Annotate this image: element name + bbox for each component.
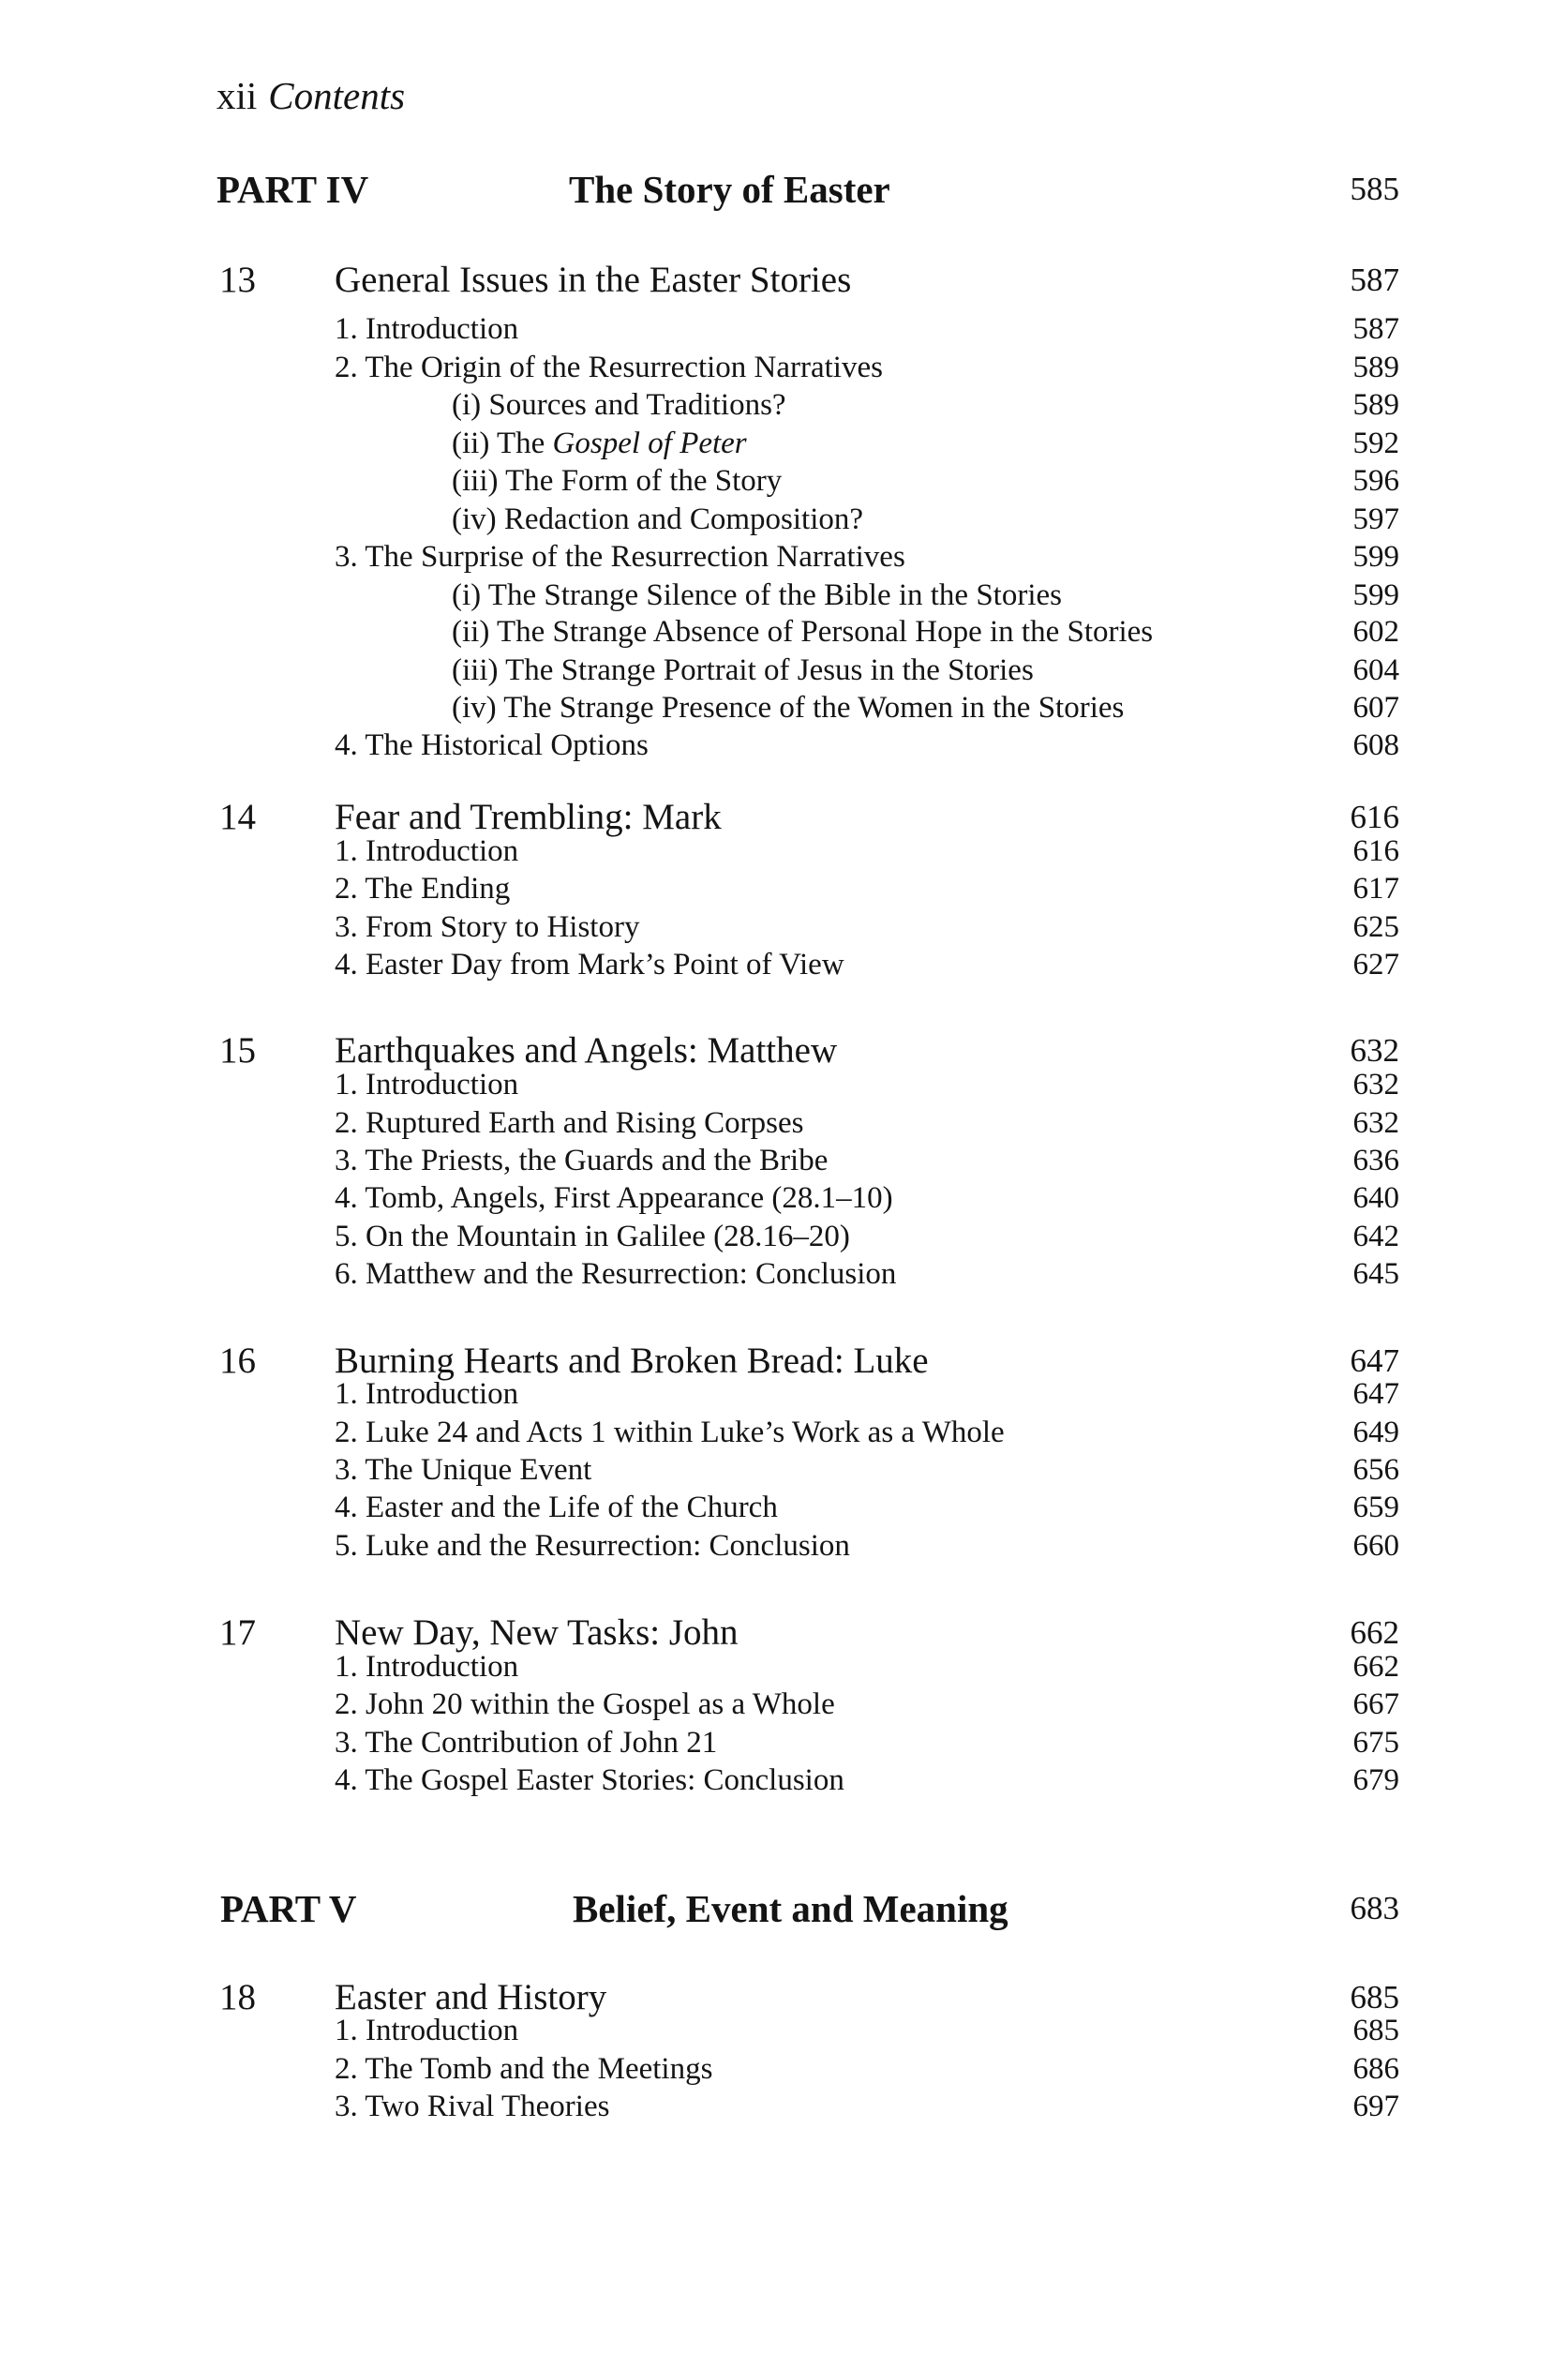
page-number: 686 bbox=[1352, 2052, 1399, 2086]
section-title: 2. The Origin of the Resurrection Narratives bbox=[335, 351, 883, 384]
page-number: 625 bbox=[1352, 910, 1399, 944]
page-number: 604 bbox=[1352, 653, 1399, 687]
page-number: 642 bbox=[1352, 1220, 1399, 1253]
section-title: 3. The Priests, the Guards and the Bribe bbox=[335, 1144, 829, 1177]
section-title: 5. Luke and the Resurrection: Conclusion bbox=[335, 1529, 850, 1563]
section-title: 2. The Tomb and the Meetings bbox=[335, 2052, 713, 2086]
section-title: (iv) The Strange Presence of the Women in the Stories bbox=[452, 691, 1125, 725]
section-title: 2. Ruptured Earth and Rising Corpses bbox=[335, 1106, 804, 1140]
page-number: 602 bbox=[1352, 615, 1399, 649]
page-number: 608 bbox=[1352, 728, 1399, 762]
running-head bbox=[217, 73, 405, 118]
chapter-title: Easter and History bbox=[335, 1977, 607, 2017]
page-number: 675 bbox=[1352, 1726, 1399, 1760]
section-title: 2. John 20 within the Gospel as a Whole bbox=[335, 1687, 835, 1721]
chapter-number: 16 bbox=[219, 1341, 256, 1381]
section-title: 1. Introduction bbox=[335, 1650, 519, 1684]
part-title: Belief, Event and Meaning bbox=[573, 1887, 1008, 1930]
section-title: (iii) The Strange Portrait of Jesus in the Stories bbox=[452, 653, 1034, 687]
page-number: 599 bbox=[1352, 540, 1399, 574]
chapter-title: Earthquakes and Angels: Matthew bbox=[335, 1030, 838, 1071]
section-title: 1. Introduction bbox=[335, 312, 519, 346]
page-number: 616 bbox=[1352, 834, 1399, 868]
page-number: 645 bbox=[1352, 1257, 1399, 1291]
section-title: 3. The Surprise of the Resurrection Narratives bbox=[335, 540, 905, 574]
running-head-title: Contents bbox=[268, 74, 406, 117]
section-title: 1. Introduction bbox=[335, 834, 519, 868]
page-number: 685 bbox=[1352, 2014, 1399, 2047]
page-number: 667 bbox=[1352, 1687, 1399, 1721]
page-number: 662 bbox=[1350, 1614, 1399, 1651]
part-label: PART IV bbox=[217, 168, 369, 211]
page-number: 617 bbox=[1352, 872, 1399, 906]
section-title: 2. Luke 24 and Acts 1 within Luke’s Work as a Whole bbox=[335, 1416, 1005, 1449]
page-number: 685 bbox=[1350, 1979, 1399, 2016]
section-title: (iii) The Form of the Story bbox=[452, 464, 783, 498]
page-number: 587 bbox=[1350, 262, 1399, 298]
section-title: 6. Matthew and the Resurrection: Conclusion bbox=[335, 1257, 897, 1291]
page-number: 616 bbox=[1350, 799, 1399, 835]
page-number: 596 bbox=[1352, 464, 1399, 498]
page-number: 632 bbox=[1352, 1068, 1399, 1102]
section-title: 2. The Ending bbox=[335, 872, 511, 906]
page-number: 647 bbox=[1352, 1377, 1399, 1411]
page-number: 627 bbox=[1352, 948, 1399, 982]
page-number: 589 bbox=[1352, 388, 1399, 422]
part-label: PART V bbox=[220, 1887, 357, 1930]
page-number: 597 bbox=[1352, 502, 1399, 536]
section-title: 1. Introduction bbox=[335, 1068, 519, 1102]
section-title-italic: Gospel of Peter bbox=[552, 427, 747, 460]
page-number: 649 bbox=[1352, 1416, 1399, 1449]
section-title: 3. Two Rival Theories bbox=[335, 2090, 610, 2123]
page-number: 660 bbox=[1352, 1529, 1399, 1563]
chapter-number: 15 bbox=[219, 1030, 256, 1071]
chapter-number: 13 bbox=[219, 260, 256, 300]
page-number: 599 bbox=[1352, 578, 1399, 612]
page-number: 647 bbox=[1350, 1342, 1399, 1379]
section-title: 3. From Story to History bbox=[335, 910, 640, 944]
chapter-title: Fear and Trembling: Mark bbox=[335, 797, 722, 837]
page-number: 589 bbox=[1352, 351, 1399, 384]
chapter-title: New Day, New Tasks: John bbox=[335, 1612, 739, 1653]
section-title-part: (ii) The bbox=[452, 427, 553, 460]
section-title: 5. On the Mountain in Galilee (28.16–20) bbox=[335, 1220, 850, 1253]
section-title: 4. Easter and the Life of the Church bbox=[335, 1491, 778, 1524]
chapter-title: General Issues in the Easter Stories bbox=[335, 260, 852, 300]
part-title: The Story of Easter bbox=[569, 168, 890, 211]
page-number: 592 bbox=[1352, 427, 1399, 460]
section-title bbox=[452, 427, 747, 461]
chapter-title: Burning Hearts and Broken Bread: Luke bbox=[335, 1341, 929, 1381]
page-number: 683 bbox=[1350, 1890, 1399, 1926]
chapter-number: 14 bbox=[219, 797, 256, 837]
page-number: 659 bbox=[1352, 1491, 1399, 1524]
page-number: 632 bbox=[1350, 1032, 1399, 1069]
section-title: 4. The Historical Options bbox=[335, 728, 649, 762]
page-number: 632 bbox=[1352, 1106, 1399, 1140]
page-number: 697 bbox=[1352, 2090, 1399, 2123]
page-number: 656 bbox=[1352, 1453, 1399, 1487]
section-title: 3. The Unique Event bbox=[335, 1453, 592, 1487]
section-title: (i) Sources and Traditions? bbox=[452, 388, 786, 422]
section-title: 4. Easter Day from Mark’s Point of View bbox=[335, 948, 844, 982]
page-number: 587 bbox=[1352, 312, 1399, 346]
page-number: xii bbox=[217, 74, 258, 117]
section-title: 1. Introduction bbox=[335, 2014, 519, 2047]
page-number: 636 bbox=[1352, 1144, 1399, 1177]
page-number: 679 bbox=[1352, 1763, 1399, 1797]
section-title: (ii) The Strange Absence of Personal Hope in the Stories bbox=[452, 615, 1154, 649]
section-title: 4. The Gospel Easter Stories: Conclusion bbox=[335, 1763, 844, 1797]
section-title: 1. Introduction bbox=[335, 1377, 519, 1411]
section-title: (iv) Redaction and Composition? bbox=[452, 502, 864, 536]
page-number: 662 bbox=[1352, 1650, 1399, 1684]
chapter-number: 17 bbox=[219, 1612, 256, 1653]
page-number: 607 bbox=[1352, 691, 1399, 725]
chapter-number: 18 bbox=[219, 1977, 256, 2017]
section-title: 4. Tomb, Angels, First Appearance (28.1–10) bbox=[335, 1181, 893, 1215]
section-title: 3. The Contribution of John 21 bbox=[335, 1726, 718, 1760]
section-title: (i) The Strange Silence of the Bible in the Stories bbox=[452, 578, 1062, 612]
page-number: 640 bbox=[1352, 1181, 1399, 1215]
page-number: 585 bbox=[1350, 171, 1399, 207]
